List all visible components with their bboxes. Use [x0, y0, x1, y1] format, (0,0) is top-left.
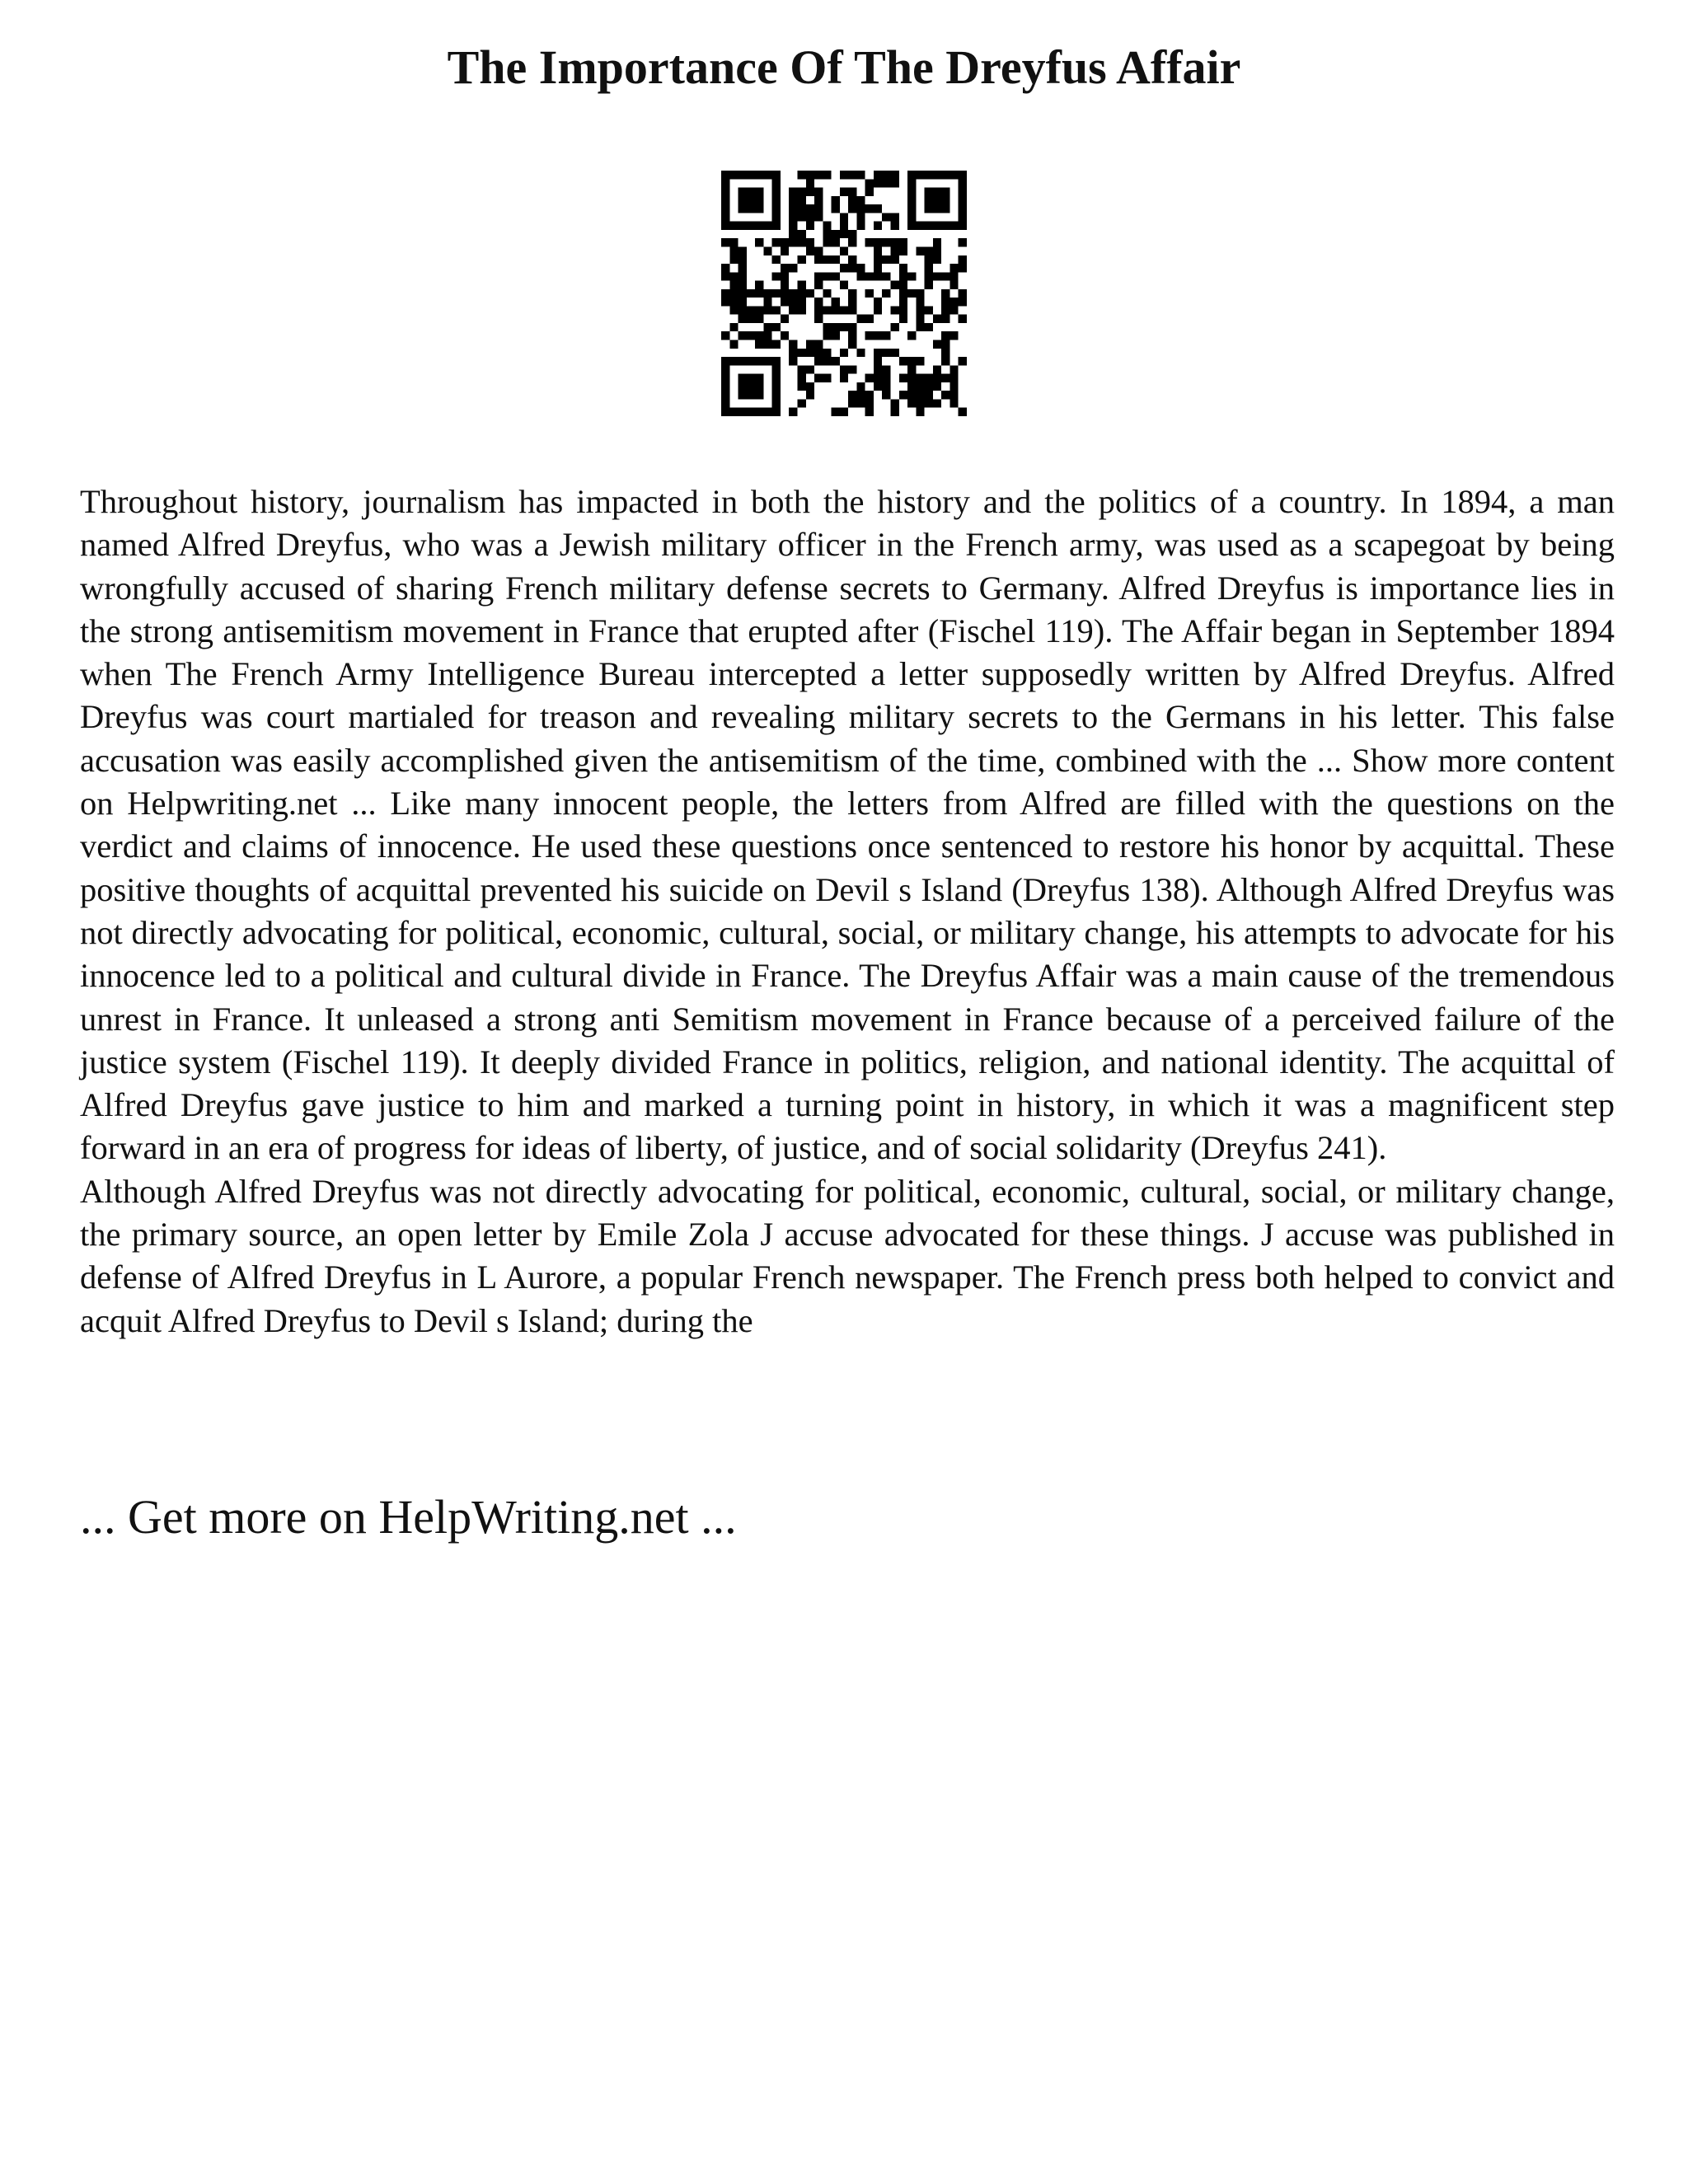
qr-code-icon[interactable] — [721, 171, 967, 416]
article-body — [80, 480, 1615, 1343]
document-title: The Importance Of The Dreyfus Affair — [447, 40, 1241, 94]
article-paragraph-2: Although Alfred Dreyfus was not directly advocating for political, economic, cultural, social, or military change, the primary source, an open letter by Emile Zola J accuse advocated for these things. J accuse was published in defense of Alfred Dreyfus in L Aurore, a popular French newspaper. The French press both helped to convict and acquit Alfred Dreyfus to Devil s Island; during the — [80, 1172, 1615, 1339]
article-paragraph-1: Throughout history, journalism has impacted in both the history and the politics of a country. In 1894, a man named Alfred Dreyfus, who was a Jewish military officer in the French army, was used as a scapegoat by being wrongfully accused of sharing French military defense secrets to Germany. Alfred Dreyfus is importance lies in the strong antisemitism movement in France that erupted after (Fischel 119). The Affair began in September 1894 when The French Army Intelligence Bureau intercepted a letter supposedly written by Alfred Dreyfus. Alfred Dreyfus was court martialed for treason and revealing military secrets to the Germans in his letter. This false accusation was easily accomplished given the antisemitism of the time, combined with the ... Show more content on Helpwriting.net ... Like many innocent people, the letters from Alfred are filled with the questions on the verdict and claims of innocence. He used these questions once sentenced to restore his honor by acquittal. These positive thoughts of acquittal prevented his suicide on Devil s Island (Dreyfus 138). Although Alfred Dreyfus was not directly advocating for political, economic, cultural, social, or military change, his attempts to advocate for his innocence led to a political and cultural divide in France. The Dreyfus Affair was a main cause of the tremendous unrest in France. It unleased a strong anti Semitism movement in France because of a perceived failure of the justice system (Fischel 119). It deeply divided France in politics, religion, and national identity. The acquittal of Alfred Dreyfus gave justice to him and marked a turning point in history, in which it was a magnificent step forward in an era of progress for ideas of liberty, of justice, and of social solidarity (Dreyfus 241). — [80, 483, 1615, 1167]
get-more-link[interactable]: ... Get more on HelpWriting.net ... — [80, 1490, 737, 1544]
